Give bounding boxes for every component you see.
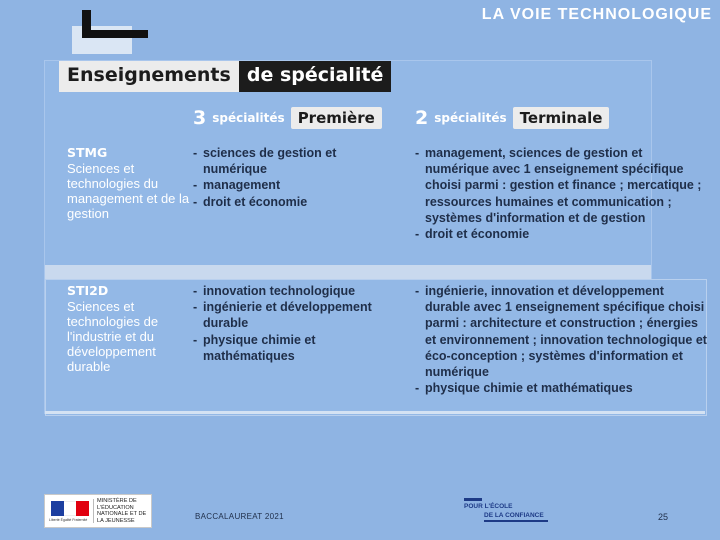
list-item: - sciences de gestion et numérique [193, 145, 398, 177]
bottom-rule [45, 411, 705, 414]
list-item: - ingénierie, innovation et développement durable avec 1 enseignement spécifique choisi parmi : architecture et construction ; énergies et environnement ; innovation technologique et éco-conception ; systèmes d'information et numérique [415, 283, 711, 380]
premiere-list [193, 145, 398, 210]
section-label [67, 283, 195, 374]
brand-line-1: POUR L'ÉCOLE [464, 503, 513, 510]
school-brand-logo [464, 498, 554, 524]
list-item: - ingénierie et développement durable [193, 299, 398, 331]
section-sti2d [45, 283, 707, 411]
french-flag-icon [51, 501, 89, 516]
section-stmg [45, 145, 702, 261]
list-item: - management [193, 177, 398, 193]
page-number: 25 [658, 512, 669, 522]
terminale-list [415, 145, 705, 242]
section-full-name: Sciences et technologies du management et de la gestion [67, 161, 190, 221]
year-tag: Première [291, 107, 382, 129]
specialty-label: spécialités [212, 111, 285, 125]
list-item: - management, sciences de gestion et numérique avec 1 enseignement spécifique choisi parmi : gestion et finance ; mercatique ; ressources humaines et communication ; systèmes d'information et de gestion [415, 145, 705, 226]
footer-baccalaureat: BACCALAUREAT 2021 [195, 512, 284, 521]
section-label [67, 145, 195, 221]
column-header-premiere [193, 107, 382, 129]
page-title: LA VOIE TECHNOLOGIQUE [481, 6, 712, 23]
specialty-count: 3 [193, 107, 207, 129]
section-full-name: Sciences et technologies de l'industrie et du développement durable [67, 299, 159, 374]
terminale-list [415, 283, 711, 396]
specialty-label: spécialités [434, 111, 507, 125]
column-header-terminale [415, 107, 609, 129]
specialties-card [44, 60, 707, 414]
list-item: - droit et économie [415, 226, 705, 242]
list-item: - droit et économie [193, 194, 398, 210]
brand-line-2: DE LA CONFIANCE [484, 512, 544, 519]
card-title-right: de spécialité [239, 61, 392, 92]
list-item: - innovation technologique [193, 283, 398, 299]
premiere-list [193, 283, 398, 364]
republic-motto: Liberté Égalité Fraternité [49, 518, 88, 522]
ministry-logo [44, 494, 152, 528]
section-code: STMG [67, 145, 108, 160]
list-item: - physique chimie et mathématiques [193, 332, 398, 364]
card-title-left: Enseignements [59, 61, 239, 92]
list-item: - physique chimie et mathématiques [415, 380, 711, 396]
specialty-count: 2 [415, 107, 429, 129]
section-code: STI2D [67, 283, 109, 298]
section-divider [45, 265, 651, 279]
corner-bracket-logo [72, 10, 148, 46]
card-title [59, 61, 391, 92]
ministry-name: MINISTÈRE DE L'ÉDUCATION NATIONALE ET DE LA JEUNESSE [97, 498, 147, 524]
year-tag: Terminale [513, 107, 610, 129]
